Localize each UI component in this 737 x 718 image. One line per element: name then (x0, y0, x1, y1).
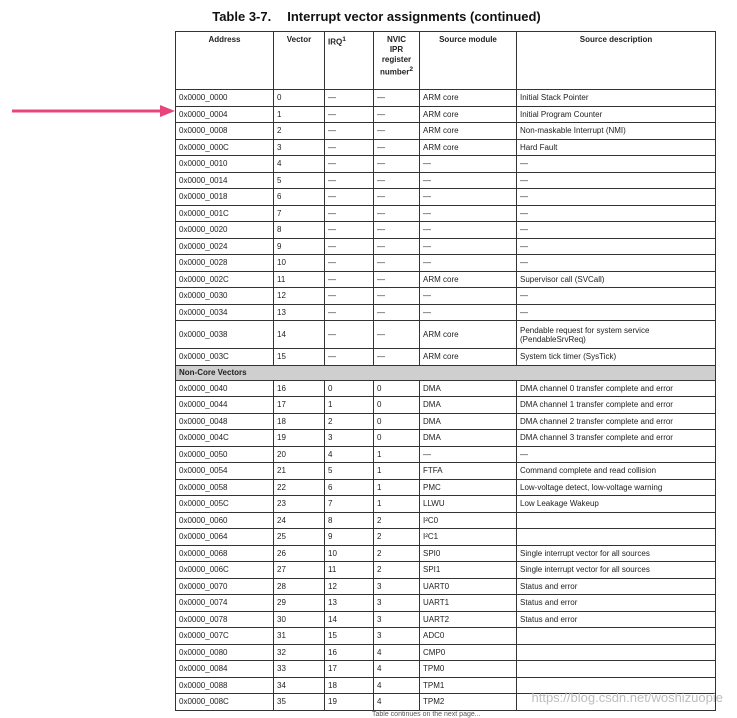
table-row (176, 463, 716, 480)
cell-vector: 11 (274, 271, 325, 288)
cell-nvic: 3 (374, 611, 420, 628)
cell-irq: 8 (325, 512, 374, 529)
cell-nvic: — (374, 321, 420, 349)
cell-address: 0x0000_007C (176, 628, 274, 645)
header-source-module: Source module (420, 32, 517, 90)
cell-desc (517, 661, 716, 678)
cell-desc: Low-voltage detect, low-voltage warning (517, 479, 716, 496)
table-row (176, 349, 716, 366)
table-row (176, 595, 716, 612)
cell-desc: Status and error (517, 595, 716, 612)
cell-nvic: — (374, 123, 420, 140)
cell-vector: 17 (274, 397, 325, 414)
cell-vector: 9 (274, 238, 325, 255)
watermark: https://blog.csdn.net/woshizuopie (531, 690, 723, 705)
cell-module: SPI0 (420, 545, 517, 562)
cell-module: FTFA (420, 463, 517, 480)
cell-vector: 12 (274, 288, 325, 305)
cell-module: — (420, 205, 517, 222)
table-row (176, 189, 716, 206)
cell-address: 0x0000_0008 (176, 123, 274, 140)
table-row (176, 205, 716, 222)
cell-nvic: — (374, 304, 420, 321)
cell-vector: 1 (274, 106, 325, 123)
table-row (176, 222, 716, 239)
cell-nvic: 4 (374, 644, 420, 661)
cell-desc: Hard Fault (517, 139, 716, 156)
table-row (176, 304, 716, 321)
cell-nvic: 1 (374, 479, 420, 496)
cell-desc: Low Leakage Wakeup (517, 496, 716, 513)
cell-address: 0x0000_0020 (176, 222, 274, 239)
cell-module: TPM1 (420, 677, 517, 694)
cell-nvic: — (374, 349, 420, 366)
table-row (176, 611, 716, 628)
cell-address: 0x0000_006C (176, 562, 274, 579)
cell-vector: 19 (274, 430, 325, 447)
cell-module: I²C1 (420, 529, 517, 546)
cell-desc: System tick timer (SysTick) (517, 349, 716, 366)
cell-desc: — (517, 255, 716, 272)
cell-irq: 9 (325, 529, 374, 546)
cell-module: — (420, 172, 517, 189)
cell-irq: — (325, 349, 374, 366)
cell-irq: 10 (325, 545, 374, 562)
cell-module: ARM core (420, 271, 517, 288)
cell-desc: DMA channel 1 transfer complete and error (517, 397, 716, 414)
cell-vector: 8 (274, 222, 325, 239)
table-row (176, 271, 716, 288)
cell-module: — (420, 156, 517, 173)
cell-desc: — (517, 222, 716, 239)
cell-vector: 16 (274, 380, 325, 397)
cell-desc: — (517, 288, 716, 305)
table-row (176, 288, 716, 305)
cell-vector: 15 (274, 349, 325, 366)
table-row (176, 446, 716, 463)
cell-vector: 2 (274, 123, 325, 140)
cell-address: 0x0000_0024 (176, 238, 274, 255)
cell-nvic: — (374, 172, 420, 189)
cell-nvic: — (374, 106, 420, 123)
cell-irq: — (325, 222, 374, 239)
cell-nvic: 3 (374, 595, 420, 612)
cell-module: — (420, 304, 517, 321)
cell-desc: Pendable request for system service (PendableSrvReq) (517, 321, 716, 349)
cell-address: 0x0000_0058 (176, 479, 274, 496)
cell-desc: — (517, 205, 716, 222)
cell-irq: 7 (325, 496, 374, 513)
table-row (176, 172, 716, 189)
cell-vector: 28 (274, 578, 325, 595)
cell-vector: 7 (274, 205, 325, 222)
cell-vector: 23 (274, 496, 325, 513)
cell-vector: 18 (274, 413, 325, 430)
cell-address: 0x0000_0034 (176, 304, 274, 321)
cell-module: UART2 (420, 611, 517, 628)
table-row (176, 156, 716, 173)
cell-vector: 20 (274, 446, 325, 463)
cell-nvic: 1 (374, 463, 420, 480)
cell-address: 0x0000_0064 (176, 529, 274, 546)
cell-address: 0x0000_0018 (176, 189, 274, 206)
section-label: Non-Core Vectors (176, 365, 716, 380)
table-caption: Interrupt vector assignments (continued) (287, 9, 541, 24)
cell-desc: — (517, 304, 716, 321)
cell-vector: 13 (274, 304, 325, 321)
header-source-description: Source description (517, 32, 716, 90)
cell-desc: Command complete and read collision (517, 463, 716, 480)
table-body (176, 90, 716, 711)
cell-module: TPM0 (420, 661, 517, 678)
cell-address: 0x0000_0080 (176, 644, 274, 661)
cell-irq: 13 (325, 595, 374, 612)
cell-nvic: 4 (374, 661, 420, 678)
cell-vector: 21 (274, 463, 325, 480)
cell-nvic: 0 (374, 380, 420, 397)
cell-nvic: — (374, 238, 420, 255)
cell-desc: Initial Program Counter (517, 106, 716, 123)
cell-irq: — (325, 205, 374, 222)
cell-address: 0x0000_0068 (176, 545, 274, 562)
cell-address: 0x0000_0084 (176, 661, 274, 678)
cell-address: 0x0000_001C (176, 205, 274, 222)
table-row (176, 106, 716, 123)
cell-nvic: 2 (374, 545, 420, 562)
table-row (176, 255, 716, 272)
cell-address: 0x0000_0088 (176, 677, 274, 694)
cell-irq: — (325, 172, 374, 189)
cell-vector: 34 (274, 677, 325, 694)
cell-desc: — (517, 189, 716, 206)
cell-module: LLWU (420, 496, 517, 513)
table-row (176, 479, 716, 496)
cell-module: I²C0 (420, 512, 517, 529)
cell-vector: 27 (274, 562, 325, 579)
table-row (176, 496, 716, 513)
cell-irq: 4 (325, 446, 374, 463)
table-row (176, 644, 716, 661)
header-nvic: NVIC IPR register number$^2$ (374, 32, 420, 90)
cell-desc (517, 529, 716, 546)
cell-desc: DMA channel 2 transfer complete and error (517, 413, 716, 430)
cell-irq: 16 (325, 644, 374, 661)
cell-module: ARM core (420, 321, 517, 349)
cell-module: — (420, 446, 517, 463)
cell-address: 0x0000_0060 (176, 512, 274, 529)
table-row (176, 90, 716, 107)
cell-address: 0x0000_0078 (176, 611, 274, 628)
cell-nvic: 4 (374, 677, 420, 694)
cell-vector: 32 (274, 644, 325, 661)
cell-address: 0x0000_008C (176, 694, 274, 711)
cell-irq: — (325, 139, 374, 156)
cell-desc: Non-maskable Interrupt (NMI) (517, 123, 716, 140)
cell-module: ARM core (420, 123, 517, 140)
cell-desc: — (517, 172, 716, 189)
cell-irq: 14 (325, 611, 374, 628)
cell-irq: — (325, 189, 374, 206)
cell-nvic: 2 (374, 529, 420, 546)
cell-desc (517, 512, 716, 529)
cell-vector: 31 (274, 628, 325, 645)
cell-irq: — (325, 123, 374, 140)
cell-nvic: 2 (374, 562, 420, 579)
cell-address: 0x0000_000C (176, 139, 274, 156)
cell-desc: Status and error (517, 578, 716, 595)
cell-address: 0x0000_0070 (176, 578, 274, 595)
cell-vector: 5 (274, 172, 325, 189)
table-row (176, 562, 716, 579)
cell-address: 0x0000_0004 (176, 106, 274, 123)
cell-module: — (420, 255, 517, 272)
cell-nvic: 0 (374, 397, 420, 414)
cell-nvic: 0 (374, 430, 420, 447)
cell-irq: — (325, 156, 374, 173)
cell-irq: — (325, 90, 374, 107)
cell-module: DMA (420, 397, 517, 414)
cell-module: DMA (420, 380, 517, 397)
cell-irq: 2 (325, 413, 374, 430)
table-row (176, 545, 716, 562)
table-header-row (176, 32, 716, 90)
cell-nvic: — (374, 156, 420, 173)
cell-irq: — (325, 288, 374, 305)
cell-module: — (420, 288, 517, 305)
header-vector: Vector (274, 32, 325, 90)
cell-irq: 1 (325, 397, 374, 414)
cell-nvic: — (374, 288, 420, 305)
cell-module: DMA (420, 430, 517, 447)
table-title (0, 9, 737, 24)
cell-module: ADC0 (420, 628, 517, 645)
cell-module: — (420, 222, 517, 239)
cell-vector: 6 (274, 189, 325, 206)
cell-address: 0x0000_002C (176, 271, 274, 288)
cell-vector: 14 (274, 321, 325, 349)
interrupt-vector-table (175, 31, 716, 711)
header-irq: IRQ$^1$ (325, 32, 374, 90)
cell-address: 0x0000_0050 (176, 446, 274, 463)
cell-address: 0x0000_0030 (176, 288, 274, 305)
cell-vector: 29 (274, 595, 325, 612)
table-row (176, 413, 716, 430)
cell-address: 0x0000_0054 (176, 463, 274, 480)
cell-module: — (420, 238, 517, 255)
cell-vector: 35 (274, 694, 325, 711)
cell-desc: Initial Stack Pointer (517, 90, 716, 107)
table-row (176, 529, 716, 546)
table-row (176, 380, 716, 397)
table-row (176, 628, 716, 645)
cell-address: 0x0000_005C (176, 496, 274, 513)
cell-desc: Single interrupt vector for all sources (517, 562, 716, 579)
cell-address: 0x0000_004C (176, 430, 274, 447)
table-row (176, 661, 716, 678)
cell-irq: — (325, 238, 374, 255)
cell-vector: 22 (274, 479, 325, 496)
cell-module: UART0 (420, 578, 517, 595)
table-row (176, 321, 716, 349)
cell-vector: 33 (274, 661, 325, 678)
cell-nvic: — (374, 139, 420, 156)
cell-irq: — (325, 321, 374, 349)
cell-nvic: 3 (374, 578, 420, 595)
cell-module: CMP0 (420, 644, 517, 661)
cell-module: TPM2 (420, 694, 517, 711)
table-row (176, 512, 716, 529)
cell-module: PMC (420, 479, 517, 496)
cell-nvic: 1 (374, 496, 420, 513)
cell-desc: — (517, 446, 716, 463)
cell-desc: Supervisor call (SVCall) (517, 271, 716, 288)
cell-irq: 15 (325, 628, 374, 645)
cell-address: 0x0000_0028 (176, 255, 274, 272)
table-row (176, 397, 716, 414)
section-row (176, 365, 716, 380)
cell-irq: 12 (325, 578, 374, 595)
cell-module: ARM core (420, 139, 517, 156)
cell-nvic: 4 (374, 694, 420, 711)
cell-irq: — (325, 106, 374, 123)
table-number: Table 3-7. (212, 9, 272, 24)
cell-irq: 11 (325, 562, 374, 579)
cell-desc: DMA channel 3 transfer complete and error (517, 430, 716, 447)
cell-address: 0x0000_0074 (176, 595, 274, 612)
cell-irq: 3 (325, 430, 374, 447)
cell-address: 0x0000_003C (176, 349, 274, 366)
cell-desc: — (517, 156, 716, 173)
cell-nvic: — (374, 90, 420, 107)
cell-module: ARM core (420, 106, 517, 123)
table-row (176, 238, 716, 255)
cell-desc: Status and error (517, 611, 716, 628)
cell-address: 0x0000_0014 (176, 172, 274, 189)
cell-vector: 26 (274, 545, 325, 562)
cell-module: SPI1 (420, 562, 517, 579)
cell-vector: 4 (274, 156, 325, 173)
cell-nvic: — (374, 205, 420, 222)
table-row (176, 139, 716, 156)
cell-address: 0x0000_0000 (176, 90, 274, 107)
cell-vector: 10 (274, 255, 325, 272)
cell-address: 0x0000_0044 (176, 397, 274, 414)
cell-irq: — (325, 271, 374, 288)
cell-irq: 19 (325, 694, 374, 711)
cell-module: — (420, 189, 517, 206)
pointer-arrow-icon (12, 104, 177, 118)
cell-irq: — (325, 304, 374, 321)
cell-address: 0x0000_0038 (176, 321, 274, 349)
cell-nvic: — (374, 222, 420, 239)
cell-desc (517, 628, 716, 645)
header-address: Address (176, 32, 274, 90)
cell-irq: 5 (325, 463, 374, 480)
cell-module: DMA (420, 413, 517, 430)
cell-nvic: — (374, 189, 420, 206)
table-row (176, 123, 716, 140)
cell-vector: 30 (274, 611, 325, 628)
cell-irq: 6 (325, 479, 374, 496)
cell-address: 0x0000_0040 (176, 380, 274, 397)
cell-vector: 0 (274, 90, 325, 107)
cell-nvic: 2 (374, 512, 420, 529)
cell-irq: 18 (325, 677, 374, 694)
cell-module: ARM core (420, 90, 517, 107)
cell-irq: 17 (325, 661, 374, 678)
cell-desc (517, 644, 716, 661)
cell-irq: — (325, 255, 374, 272)
cell-module: UART1 (420, 595, 517, 612)
cell-module: ARM core (420, 349, 517, 366)
cell-irq: 0 (325, 380, 374, 397)
cell-desc: DMA channel 0 transfer complete and error (517, 380, 716, 397)
cell-nvic: — (374, 271, 420, 288)
footer-note: Table continues on the next page... (372, 711, 481, 718)
cell-vector: 24 (274, 512, 325, 529)
cell-address: 0x0000_0010 (176, 156, 274, 173)
cell-desc: Single interrupt vector for all sources (517, 545, 716, 562)
table-row (176, 430, 716, 447)
table-row (176, 578, 716, 595)
cell-vector: 3 (274, 139, 325, 156)
cell-nvic: 3 (374, 628, 420, 645)
cell-nvic: — (374, 255, 420, 272)
cell-vector: 25 (274, 529, 325, 546)
cell-desc: — (517, 238, 716, 255)
cell-address: 0x0000_0048 (176, 413, 274, 430)
cell-nvic: 0 (374, 413, 420, 430)
cell-nvic: 1 (374, 446, 420, 463)
